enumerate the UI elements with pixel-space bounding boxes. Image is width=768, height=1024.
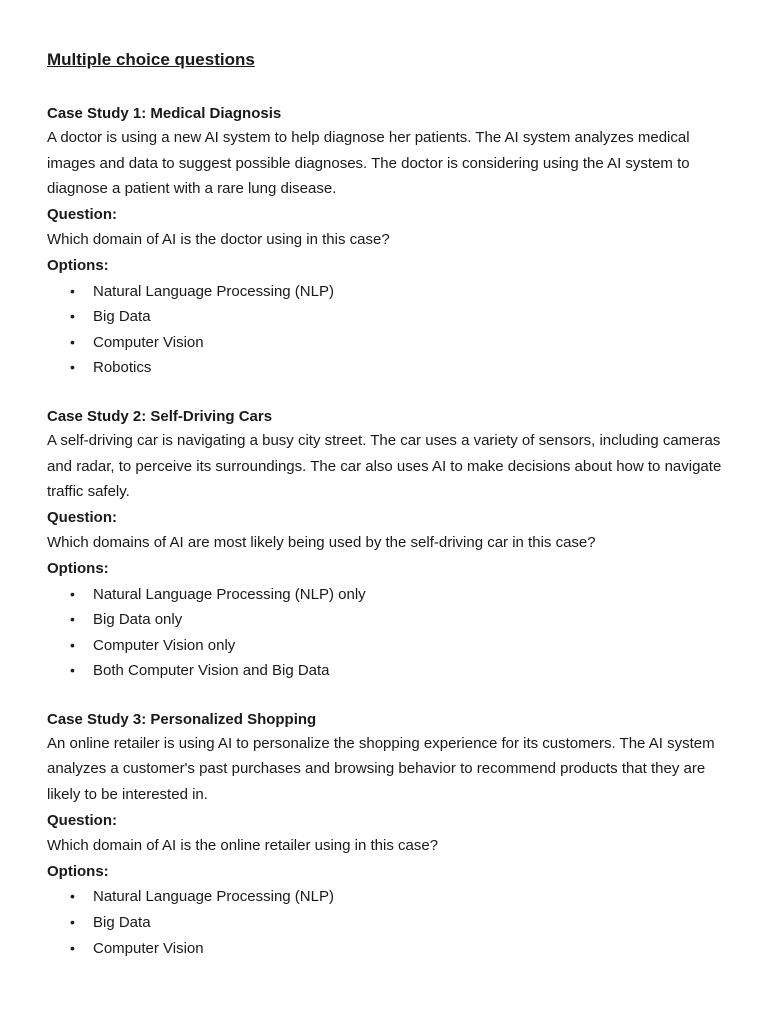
case-study-heading: Case Study 1: Medical Diagnosis	[47, 105, 282, 122]
case-study-2	[47, 406, 737, 684]
options-list	[47, 279, 737, 381]
option-text: Robotics	[93, 359, 152, 377]
option-text: Natural Language Processing (NLP)	[93, 282, 334, 300]
option-item	[47, 304, 737, 330]
case-study-heading: Case Study 3: Personalized Shopping	[47, 710, 317, 728]
bullet-icon: •	[70, 333, 75, 350]
option-item	[47, 355, 737, 381]
option-item	[47, 330, 737, 356]
option-text: Computer Vision only	[93, 636, 236, 654]
question-text: Which domain of AI is the online retailer using in this case?	[47, 837, 439, 855]
bullet-icon: •	[70, 939, 75, 956]
case-study-heading: Case Study 2: Self-Driving Cars	[47, 407, 273, 425]
option-item	[47, 633, 737, 659]
bullet-icon: •	[70, 611, 75, 628]
case-study-description: A doctor is using a new AI system to help diagnose her patients. The AI system analyzes medical images and data to suggest possible diagnoses. The doctor is considering using the AI system to diagnose a patient with a rare lung disease.	[47, 129, 690, 198]
options-label: Options:	[47, 862, 109, 880]
bullet-icon: •	[70, 662, 75, 679]
bullet-icon: •	[70, 585, 75, 602]
page-title: Multiple choice questions	[47, 50, 255, 69]
case-study-1	[47, 103, 737, 381]
option-item	[47, 582, 737, 608]
document-page	[47, 48, 737, 961]
option-text: Both Computer Vision and Big Data	[93, 662, 330, 680]
option-item	[47, 658, 737, 684]
option-text: Computer Vision	[93, 333, 204, 351]
question-label: Question:	[47, 205, 117, 223]
options-list	[47, 884, 737, 961]
case-study-description: A self-driving car is navigating a busy city street. The car uses a variety of sensors, including cameras and radar, to perceive its surroundings. The car also uses AI to make decisions about how to navigate traffic safely.	[47, 431, 722, 501]
bullet-icon: •	[70, 914, 75, 931]
question-text: Which domain of AI is the doctor using in this case?	[47, 231, 390, 249]
option-text: Big Data only	[93, 611, 183, 629]
bullet-icon: •	[70, 636, 75, 653]
option-item	[47, 279, 737, 305]
bullet-icon: •	[70, 359, 75, 376]
question-label: Question:	[47, 508, 117, 526]
case-study-3	[47, 709, 737, 961]
option-text: Big Data	[93, 308, 151, 326]
option-text: Big Data	[93, 914, 151, 932]
options-label: Options:	[47, 559, 109, 577]
question-label: Question:	[47, 811, 117, 829]
case-study-description: An online retailer is using AI to personalize the shopping experience for its customers. The AI system analyzes a customer's past purchases and browsing behavior to recommend products that they are likely to be interested in.	[47, 734, 715, 804]
bullet-icon: •	[70, 282, 75, 299]
option-item	[47, 910, 737, 936]
options-list	[47, 582, 737, 684]
options-label: Options:	[47, 256, 109, 274]
option-text: Natural Language Processing (NLP) only	[93, 585, 366, 603]
option-text: Computer Vision	[93, 939, 204, 957]
bullet-icon: •	[70, 888, 75, 905]
option-item	[47, 884, 737, 910]
question-text: Which domains of AI are most likely being used by the self-driving car in this case?	[47, 534, 596, 552]
bullet-icon: •	[70, 308, 75, 325]
option-text: Natural Language Processing (NLP)	[93, 888, 334, 906]
option-item	[47, 936, 737, 962]
option-item	[47, 607, 737, 633]
